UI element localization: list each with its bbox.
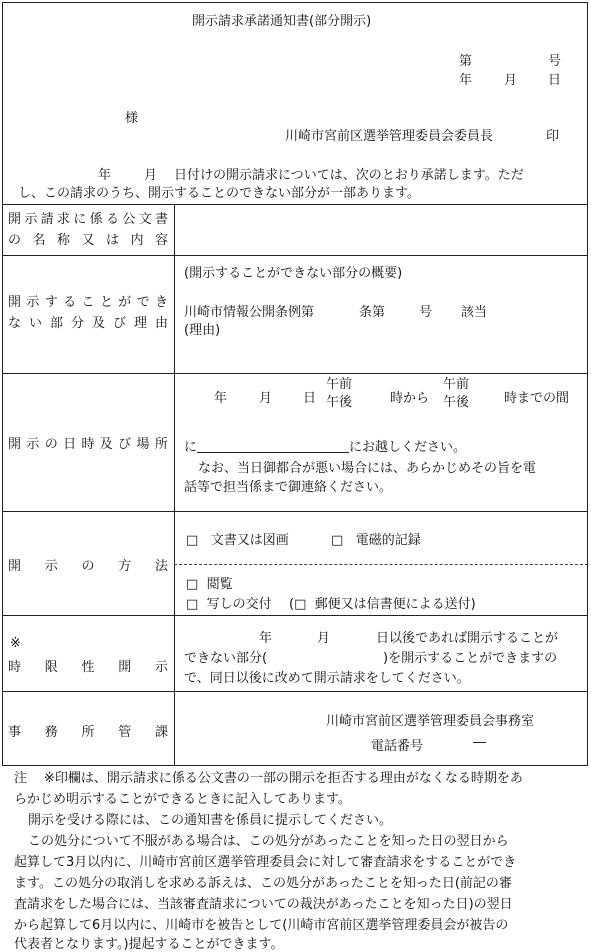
tl-text-1: 日以後であれば開示することが [376,631,559,646]
number-go: 号 [548,54,562,69]
dt-ampm-until: 午前 午後 [443,377,470,410]
date-year: 年 [459,73,473,88]
note-3-line-5: から起算して6月以内に、川崎市を被告として(川崎市宮前区選挙管理委員会が被告の [14,918,509,933]
method-document-option[interactable]: □ 文書又は図画 [186,533,289,548]
note-1-line-1: ※印欄は、開示請求に係る公文書の一部の開示を拒否する理由がなくなる時期をあ [44,771,523,786]
office-phone-label: 電話番号 [371,739,424,754]
method-copy-option[interactable]: □ 写しの交付 [186,597,272,612]
method-mail-option[interactable]: (□ 郵便又は信書便による送付) [289,597,476,612]
notes-prefix: 注 [14,771,28,786]
tl-year: 年 [259,631,273,646]
note-3-line-2: 起算して3月以内に、川崎市宮前区選挙管理委員会に対して審査請求をすることができ [14,855,517,870]
method-electronic-option[interactable]: □ 電磁的記録 [331,533,421,548]
datetime-label: 開 示 の 日 時 及 び 場 所 [8,437,168,452]
tl-text-2a: できない部分( [184,651,268,666]
dt-month: 月 [259,391,273,406]
dt-until: 時までの間 [504,391,570,406]
table-top-line [2,204,588,205]
issuer-seal: 印 [546,129,560,144]
note-3-line-3: ます。この処分の取消しを求める訴えは、この処分があったことを知った日(前記の審 [14,876,512,891]
checkbox-icon[interactable]: □ [331,533,344,548]
addressee-suffix: 様 [125,111,139,126]
intro-month: 月 [144,168,158,183]
office-name: 川崎市宮前区選挙管理委員会事務室 [326,714,535,729]
note-3-line-4: 査請求をした場合には、当該審査請求についての裁決があったことを知った日)の翌日 [14,897,513,912]
checkbox-icon[interactable]: □ [186,577,199,592]
note-2: 開示を受ける際には、この通知書を係員に提示してください。 [28,813,393,828]
ordinance-item: 号 [419,305,433,320]
issuer-name: 川崎市宮前区選挙管理委員会委員長 [285,129,494,144]
document-title: 開示請求承諾通知書(部分開示) [192,14,372,29]
dt-year: 年 [214,391,228,406]
tl-text-3: で、同日以後に改めて開示請求をしてください。 [184,671,470,686]
date-day: 日 [548,73,562,88]
intro-text-1: 日付けの開示請求については、次のとおり承諾します。ただ [174,168,524,183]
document-name-label: 開示請求に係る公文書 の名称又は内容 [8,212,168,248]
checkbox-icon[interactable]: □ [186,533,199,548]
intro-year: 年 [98,168,112,183]
method-dashed-divider [174,564,588,565]
time-limited-label: 時 限 性 開 示 [8,660,168,675]
office-phone-dash: ― [473,735,486,750]
checkbox-icon[interactable]: □ [186,597,199,612]
tl-text-2b: )を開示することができますの [383,651,558,666]
undisclosed-summary-heading: (開示することができない部分の概要) [184,266,403,281]
ordinance-article: 条第 [359,305,386,320]
note-3-line-6: 代表者となります。)提起することができます。 [14,937,284,952]
column-divider [174,204,175,766]
dt-from: 時から [390,391,430,406]
checkbox-icon[interactable]: □ [294,597,307,612]
time-limited-mark: ※ [10,636,21,651]
undisclosed-part-label: 開示することができ ない部分及び理由 [8,295,168,331]
office-label: 事 務 所 管 課 [8,725,168,740]
dt-notice-2: 話等で担当係まで御連絡ください。 [184,480,393,495]
row-divider [2,255,588,256]
dt-day: 日 [303,391,317,406]
tl-month: 月 [317,631,331,646]
note-1-line-2: らかじめ明示することができるときに記入してあります。 [14,792,351,807]
place-blank [197,440,349,453]
intro-text-2: し、この請求のうち、開示することのできない部分が一部あります。 [18,186,420,201]
ordinance-text: 川崎市情報公開条例第 [184,305,315,320]
row-divider [2,615,588,616]
reason-heading: (理由) [184,323,221,338]
dt-ampm-from: 午前 午後 [326,377,353,410]
method-view-option[interactable]: □ 閲覧 [186,577,233,592]
date-month: 月 [504,73,518,88]
method-label: 開 示 の 方 法 [8,559,168,574]
row-divider [2,511,588,512]
dt-place-line: に にお越しください。 [184,440,467,455]
row-divider [2,373,588,374]
note-3-line-1: この処分について不服がある場合は、この処分があったことを知った日の翌日から [28,834,509,849]
ordinance-applies: 該当 [461,305,488,320]
dt-notice-1: なお、当日御都合が悪い場合には、あらかじめその旨を電 [198,461,537,476]
row-divider [2,691,588,692]
number-dai: 第 [459,54,473,69]
